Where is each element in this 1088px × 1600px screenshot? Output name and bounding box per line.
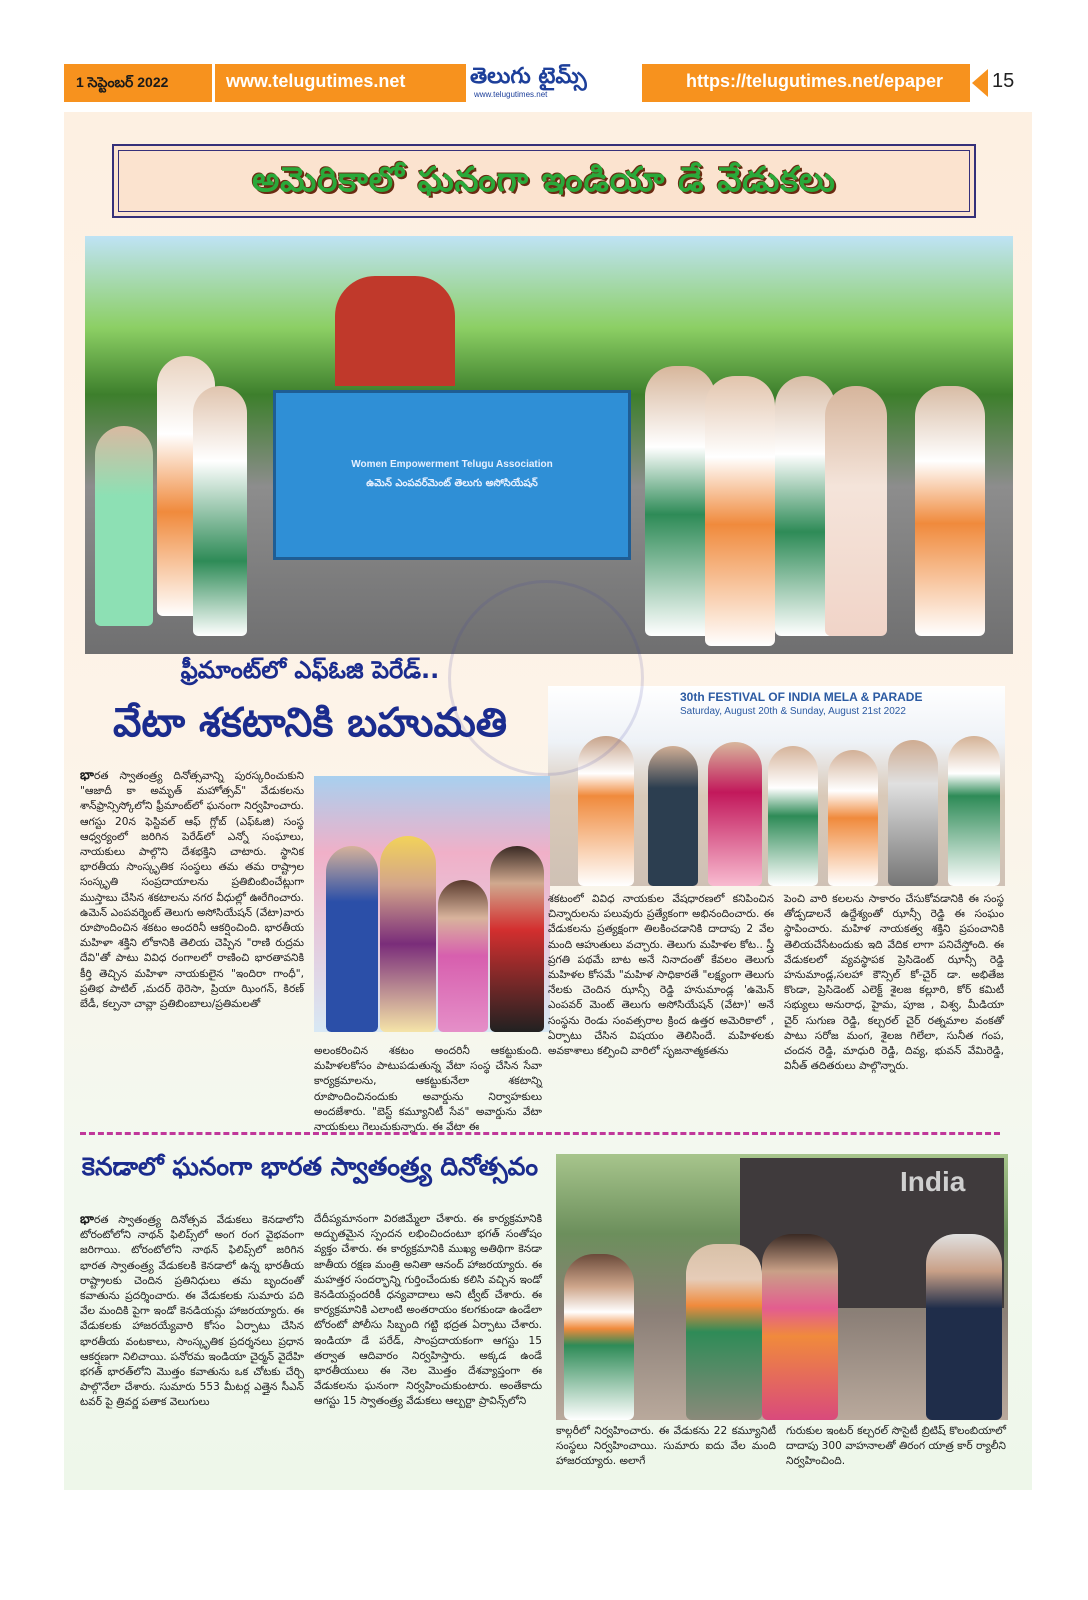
article2-column-2 bbox=[314, 1212, 542, 1410]
mela-banner-dates: Saturday, August 20th & Sunday, August 21st 2022 bbox=[680, 706, 906, 717]
marcher bbox=[915, 386, 985, 636]
guest bbox=[888, 740, 938, 886]
article1-column-2 bbox=[314, 1044, 542, 1135]
article1-col3-text: శకటంలో వివిధ నాయకుల వేషధారణలో కనిపించిన చిన్నారులను పలువురు ప్రత్యేకంగా అభినందించారు. ఈ వేడుకలను ప్రత్యక్షంగా తిలకించడానికి దాదాపు 2 వేల మంది ఆహుతులు వచ్చారు. తెలుగు మహిళల కోట.. స్త్రీ ప్రగతి పథమే బాట అనే నినాదంతో కేవలం తెలుగు మహిళల కోసమే "మహిళ సాధికారతే "లక్ష్యంగా తెలుగు నేలకు చెందిన ఝాన్సీ రెడ్డి హనుమాండ్ల 'ఉమెన్ ఎంపవర్ మెంట్ తెలుగు అసోసియేషన్ (వేటా)' అనే సంస్థను రెండు సంవత్సరాల క్రింద ఉత్తర అమెరికాలో , ఏర్పాటు చేసిన విషయం తెలిసిందే. మహిళలకు అవకాశాలు కల్పించి వారిలో సృజనాత్మకతను bbox=[548, 893, 774, 1058]
masthead-logo[interactable] bbox=[466, 62, 642, 104]
guest bbox=[768, 746, 818, 886]
banner-telugu: ఉమెన్ ఎంపవర్‌మెంట్ తెలుగు అసోసియేషన్ bbox=[366, 478, 538, 489]
child bbox=[438, 880, 488, 1032]
article1-col2-text: అలంకరించిన శకటం అందరినీ ఆకట్టుకుంది. మహిళలకోసం పాటుపడుతున్న వేటా సంస్థ చేసిన సేవా కార్యక్రమాలను, ఆకట్టుకునేలా శకటాన్ని రూపొందించినందుకు అవార్డును నిర్వాహకులు అందజేశారు. "బెస్ట్ కమ్యూనిటీ సేవ" అవార్డును వేటా నాయకులు గెలుచుకున్నారు. ఈ వేటా ఈ bbox=[314, 1045, 542, 1134]
article1-col1-text: రత స్వాతంత్ర్య దినోత్సవాన్ని పురస్కరించుకుని "ఆజాదీ కా అమృత్ మహోత్సవ్" వేడుకలను శాన్‌ఫ్రాన్సిస్కోలోని ఫ్రీమాంట్‌లో ఘనంగా నిర్వహించారు. ఆగస్టు 20న ఫెస్టివల్ ఆఫ్ గ్లోబ్ (ఎఫ్‌ఓజి) సంస్థ ఆధ్వర్యంలో జరిగిన పెరేడ్‌లో ఎన్నో సంఘాలు, నాయకులు పాల్గొని దేశభక్తిని చాటారు. స్థానిక భారతీయ సాంస్కృతిక సంస్థలు తమ తమ రాష్ట్రాల సంస్కృతి సంప్రదాయాలను ప్రతిబింబించేట్లుగా ముస్తాబు చేసిన శకటాలను నగర వీధుల్లో ఊరేగించారు. ఉమెన్ ఎంపవర్మెంట్ తెలుగు అసోసియేషన్ (వేటా)వారు రూపొందించిన శకటం అందరినీ ఆకర్షించింది. భారతీయ మహిళా శక్తిని లోకానికి తెలియ చెప్పిన "రాణి రుద్రమ దేవి"తో పాటు వివిధ రంగాలలో రాణించి భారతావనికి కీర్తి తెచ్చిన మహిళా నాయకులైన "ఇందిరా గాంధీ", ప్రతిభ పాటిల్ ,మదర్ థెరెసా, ప్రియా ఝింగన్, కిరణ్ బేడీ, కల్పనా చావ్లా ప్రతిబింబాలు/ప్రతిమలతో bbox=[80, 770, 304, 1011]
marcher bbox=[705, 376, 775, 646]
speaker bbox=[762, 1234, 838, 1420]
article1-kicker: ఫ్రీమాంట్‌లో ఎఫ్‌ఓజి పెరేడ్.. bbox=[180, 656, 440, 684]
children-costume-photo bbox=[314, 776, 550, 1032]
marcher bbox=[95, 426, 153, 626]
article2-column-1 bbox=[80, 1212, 304, 1411]
article2-col3-text: కాల్గరీలో నిర్వహించారు. ఈ వేడుకను 22 కమ్యూనిటీ సంస్థలు నిర్వహించాయి. సుమారు ఐదు వేల మంది హాజరయ్యారు. అలాగే bbox=[556, 1425, 776, 1468]
article2-col1-text: రత స్వాతంత్ర్య దినోత్సవ వేడుకలు కెనడాలోని టోరంటోలోని నాథన్ ఫిలిప్స్‌లో అంగ రంగ వైభవంగా జరిగాయి. టోరంటోలోని నాథన్ ఫిలిప్స్‌లో జరిగిన భారత స్వాతంత్ర్య వేడుకలకి కెనడాలో ఉన్న భారతీయ రాష్ట్రాలకు చెందిన ప్రతినిధులు తమ బృందంతో కవాతును ప్రదర్శించారు. ఈ వేడుకలకు సుమారు పది వేల మందికి పైగా ఇండో కెనడియన్లు హాజరయ్యారు. ఈ వేడుకలకు హాజరయ్యేవారి కోసం ఏర్పాటు చేసిన భారతీయ వంటకాలు, సాంస్కృతిక ప్రదర్శనలు ప్రధాన ఆకర్షణగా నిలిచాయి. పనోరమ ఇండియా చైర్మన్ వైదేహి భగత్ భారత్‌లోని మొత్తం కవాతును ఒక చోటకు చేర్చి పాల్గొనేలా చేశారు. సుమారు 553 మీటర్ల ఎత్తైన సీఎన్ టవర్ పై త్రివర్ణ పతాక వెలుగులు bbox=[80, 1214, 304, 1409]
parade-banner bbox=[273, 390, 631, 560]
speaker bbox=[926, 1234, 1002, 1420]
child bbox=[326, 846, 378, 1032]
header-divider bbox=[212, 64, 215, 102]
guest bbox=[828, 750, 878, 886]
article2-col2-text: దేదీప్యమానంగా విరజిమ్మేలా చేశారు. ఈ కార్యక్రమానికి అద్భుతమైన స్పందన లభించిందంటూ భగత్ సంతోషం వ్యక్తం చేశారు. ఈ కార్యక్రమానికి ముఖ్య అతిథిగా కెనడా జాతీయ రక్షణ మంత్రి అనితా ఆనంద్ హాజరయ్యారు. ఈ మహత్తర సందర్భాన్ని గుర్తించేందుకు కలిసి వచ్చిన ఇండో కెనడియన్లందరికీ ధన్యవాదాలు అని ట్వీట్ చేశారు. ఈ కార్యక్రమానికి ఎలాంటి అంతరాయం కలగకుండా ఉండేలా టోరంటో పోలీసు సిబ్బంది గట్టి భద్రత ఏర్పాటు చేశారు. ఇండియా డే పరేడ్, సాంప్రదాయకంగా ఆగస్టు 15 తర్వాత ఆదివారం నిర్వహిస్తారు. అక్కడ ఉండే భారతీయులు ఈ నెల మొత్తం దేశవ్యాప్తంగా ఈ వేడుకలను ఘనంగా నిర్వహించుకుంటారు. అంతేకాదు ఆగస్టు 15 స్వాతంత్ర్య వేడుకలు ఆల్బర్టా ప్రావిన్స్‌లోని bbox=[314, 1213, 542, 1408]
guest bbox=[708, 742, 762, 886]
article2-col4-text: గురుకుల ఇంటర్ కల్చరల్ సొసైటీ బ్రిటిష్ కొలంబియాలో దాదాపు 300 వాహనాలతో తిరంగ యాత్ర కార్ ర్యాలీని నిర్వహించింది. bbox=[786, 1425, 1006, 1468]
marcher bbox=[193, 386, 247, 636]
website-link[interactable]: www.telugutimes.net bbox=[226, 71, 406, 91]
mela-banner-title: 30th FESTIVAL OF INDIA MELA & PARADE bbox=[680, 690, 923, 704]
article2-headline: కెనడాలో ఘనంగా భారత స్వాతంత్ర్య దినోత్సవం bbox=[81, 1152, 539, 1181]
child bbox=[380, 836, 436, 1032]
article2-column-4 bbox=[786, 1424, 1006, 1470]
guest bbox=[948, 736, 1000, 886]
banner-headline: అమెరికాలో ఘనంగా ఇండియా డే వేడుకలు bbox=[252, 160, 836, 200]
guest bbox=[648, 746, 698, 886]
marcher bbox=[825, 386, 887, 636]
page-header bbox=[64, 64, 1032, 102]
page-arrow-icon bbox=[972, 69, 988, 97]
article1-dropcap: భా bbox=[80, 768, 94, 783]
section-banner bbox=[112, 144, 976, 218]
canada-event-photo bbox=[556, 1154, 1008, 1420]
article1-headline: వేటా శకటానికి బహుమతి bbox=[112, 700, 508, 746]
page-number: 15 bbox=[992, 70, 1015, 92]
banner-english: Women Empowerment Telugu Association bbox=[351, 459, 553, 470]
logo-url: www.telugutimes.net bbox=[474, 90, 548, 99]
article1-column-3 bbox=[548, 892, 774, 1059]
speaker bbox=[564, 1254, 634, 1420]
page-number-box bbox=[970, 64, 1032, 102]
section-divider bbox=[80, 1132, 1000, 1135]
watermark-wheel-icon bbox=[448, 580, 644, 776]
sign-text: India bbox=[900, 1166, 966, 1197]
logo-title: తెలుగు టైమ్స్ bbox=[470, 64, 587, 89]
child bbox=[490, 846, 544, 1032]
article1-column-1 bbox=[80, 768, 304, 1012]
epaper-link[interactable]: https://telugutimes.net/epaper bbox=[686, 71, 944, 91]
article1-col4-text: పెంచి వారి కలలను సాకారం చేసుకోవడానికి ఈ సంస్థ తోడ్పడాలనే ఉద్దేశ్యంతో ఝాన్సీ రెడ్డి ఈ సంఘం స్థాపించారు. మహిళ నాయకత్వ శక్తిని ప్రపంచానికి తెలియచేసేటందుకు ఇది వేదిక లాగా పనిచేస్తోంది. ఈ వేడుకలలో వ్యవస్థాపక ప్రెసిడెంట్ ఝాన్సీ రెడ్డి హనుమాండ్ల,సలహా కౌన్సిల్ కో-చైర్ డా. అభితేజ కొండా, ప్రెసిడెంట్ ఎలెక్ట్ శైలజ కల్లూరి, కోర్ కమిటీ సభ్యులు అనురాధ, హైమ, పూజ , విశ్వ, మీడియా చైర్ సుగుణ రెడ్డి, కల్చరల్ చైర్ రత్నమాల వంకతో పాటు సరోజ మంగ, శైలజ గిలేలా, సునీత గంప, చందన రెడ్డి, మాధురి రెడ్డి, దివ్య, భువన్ వేమిరెడ్డి, వినీత్ తదితరులు పాల్గొన్నారు. bbox=[784, 893, 1004, 1073]
float-decoration bbox=[335, 276, 455, 386]
article2-dropcap: భా bbox=[80, 1212, 94, 1227]
issue-date: 1 సెప్టెంబర్ 2022 bbox=[76, 74, 169, 90]
article2-column-3 bbox=[556, 1424, 776, 1470]
article1-column-4 bbox=[784, 892, 1004, 1074]
speaker bbox=[686, 1244, 762, 1420]
